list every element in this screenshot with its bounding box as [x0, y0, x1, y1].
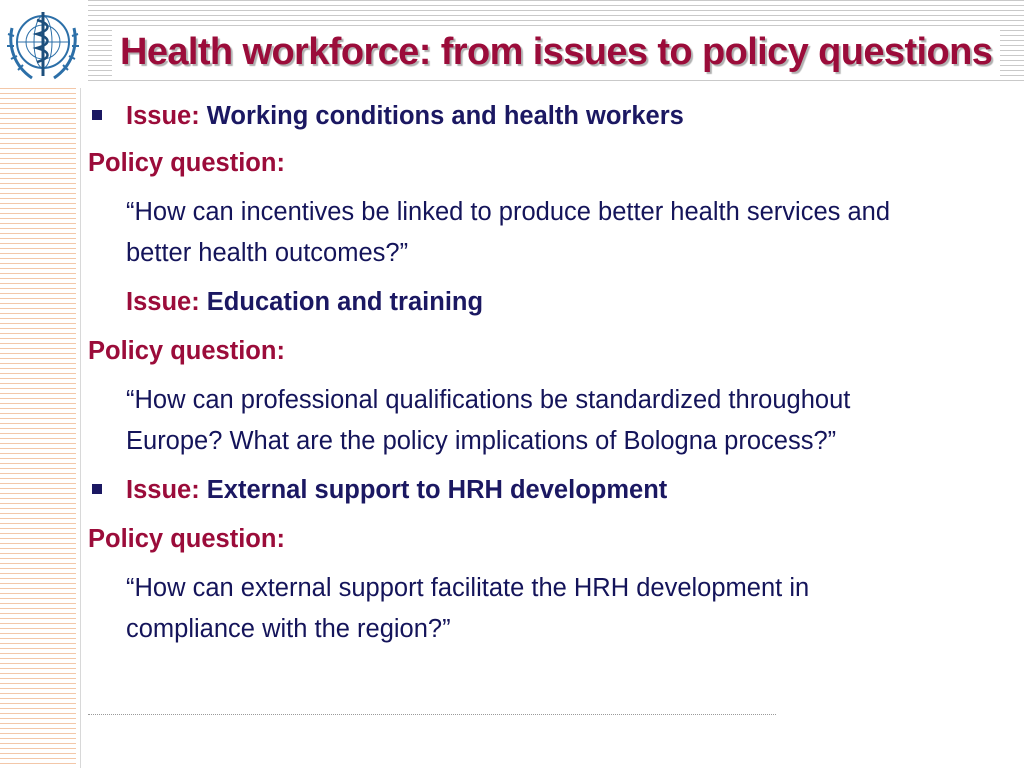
issue-line-3 — [126, 470, 667, 510]
slide-title: Health workforce: from issues to policy questions — [112, 26, 1000, 78]
square-bullet-icon — [92, 484, 102, 494]
issue-title: Working conditions and health workers — [206, 102, 684, 130]
square-bullet-icon — [92, 110, 102, 120]
question-2-line-2: Europe? What are the policy implications of Bologna process?” — [126, 427, 837, 455]
issue-title: External support to HRH development — [206, 476, 668, 504]
left-stripe-decoration — [0, 88, 76, 768]
vertical-divider — [80, 88, 81, 768]
issue-prefix: Issue: — [126, 288, 200, 316]
policy-label-3: Policy question: — [88, 525, 285, 553]
issue-prefix: Issue: — [126, 102, 200, 130]
question-3-line-2: compliance with the region?” — [126, 615, 451, 643]
question-2-line-1: “How can professional qualifications be standardized throughout — [126, 386, 851, 414]
issue-prefix: Issue: — [126, 476, 200, 504]
footer-divider — [88, 714, 776, 715]
issue-line-2 — [126, 282, 483, 322]
policy-label-2: Policy question: — [88, 337, 285, 365]
question-3-line-1: “How can external support facilitate the HRH development in — [126, 574, 810, 602]
who-emblem-icon — [2, 2, 84, 86]
question-1-line-1: “How can incentives be linked to produce better health services and — [126, 198, 891, 226]
issue-title: Education and training — [206, 288, 484, 316]
policy-label-1: Policy question: — [88, 149, 285, 177]
issue-line-1 — [126, 96, 684, 136]
question-1-line-2: better health outcomes?” — [126, 239, 409, 267]
